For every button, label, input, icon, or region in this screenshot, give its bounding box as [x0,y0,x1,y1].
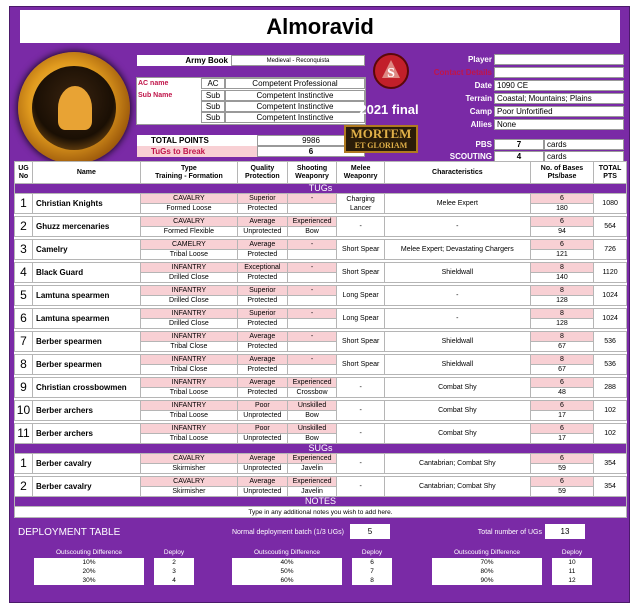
unit-quality[interactable]: Average [238,240,288,250]
total-points-label: TOTAL POINTS [137,135,257,146]
col-melee: Melee Weaponry [337,162,385,184]
unit-name[interactable]: Christian crossbowmen [32,378,140,398]
ac-value[interactable]: Competent Professional [225,78,365,89]
col-name: Name [32,162,140,184]
terrain-label: Terrain [465,94,492,103]
army-title: Almoravid [20,10,620,43]
unit-type[interactable]: INFANTRY [140,355,237,365]
spartan-helmet-logo [18,52,130,164]
unit-shooting[interactable]: - [287,355,337,365]
unit-shooting[interactable]: Experienced [287,378,337,388]
unit-quality[interactable]: Average [238,332,288,342]
unit-protection[interactable]: Protected [238,273,288,283]
unit-number: 5 [15,286,33,306]
unit-characteristics[interactable]: Melee Expert [384,194,530,214]
tugs-break-label: TuGs to Break [137,146,257,157]
unit-shooting[interactable]: Unskilled [287,424,337,434]
unit-characteristics[interactable]: Combat Shy [384,401,530,421]
unit-weaponry[interactable] [287,365,337,375]
unit-shooting[interactable]: Experienced [287,217,337,227]
scouting-label: SCOUTING [449,152,492,161]
unit-total: 1024 [594,309,627,329]
unit-row [15,401,627,411]
unit-quality[interactable]: Average [238,454,288,464]
edition-label: 2021 final [359,102,419,117]
unit-pts-per-base: 128 [530,319,593,329]
unit-total: 354 [594,477,627,497]
camp-value[interactable]: Poor Unfortified [494,106,624,117]
outscouting-diff-cell: 30% [34,576,144,585]
unit-melee[interactable]: - [337,477,385,497]
sub-value-3[interactable]: Competent Instinctive [225,112,365,123]
ac-name-label: AC name [138,80,169,87]
unit-bases[interactable]: 6 [530,401,593,411]
unit-characteristics[interactable]: Shieldwall [384,355,530,375]
unit-name[interactable]: Berber cavalry [32,477,140,497]
unit-characteristics[interactable]: - [384,286,530,306]
allies-value[interactable]: None [494,119,624,130]
unit-total: 536 [594,355,627,375]
pbs-unit: cards [544,139,624,150]
unit-formation[interactable]: Tribal Close [140,342,237,352]
notes-field[interactable]: Type in any additional notes you wish to add here. [15,507,627,518]
deploy-label: Deploy [361,549,383,556]
contact-label: Contact Details [433,68,492,77]
unit-melee[interactable]: - [337,424,385,444]
unit-formation[interactable]: Tribal Loose [140,388,237,398]
unit-pts-per-base: 94 [530,227,593,237]
unit-bases[interactable]: 6 [530,477,593,487]
scouting-unit: cards [544,151,624,162]
unit-total: 288 [594,378,627,398]
unit-shooting[interactable]: - [287,309,337,319]
unit-number: 2 [15,477,33,497]
unit-name[interactable]: Berber archers [32,401,140,421]
deploy-cell: 6 [352,558,392,567]
deployment-panel [14,519,627,601]
unit-bases[interactable]: 8 [530,355,593,365]
unit-row [15,454,627,464]
unit-type[interactable]: CAVALRY [140,477,237,487]
scouting-value: 4 [494,151,544,162]
unit-characteristics[interactable]: Combat Shy [384,378,530,398]
outscouting-diff-label: Outscouting Difference [56,549,122,556]
unit-row [15,332,627,342]
unit-pts-per-base: 180 [530,204,593,214]
unit-type[interactable]: INFANTRY [140,401,237,411]
unit-number: 1 [15,454,33,474]
unit-characteristics[interactable]: Cantabrian; Combat Shy [384,454,530,474]
unit-quality[interactable]: Superior [238,286,288,296]
unit-weaponry[interactable]: Bow [287,434,337,444]
unit-weaponry[interactable] [287,250,337,260]
unit-number: 3 [15,240,33,260]
unit-weaponry[interactable]: Crossbow [287,388,337,398]
unit-pts-per-base: 17 [530,434,593,444]
total-ugs-value: 13 [545,524,585,539]
pbs-label: PBS [475,140,492,149]
army-sheet [9,6,630,603]
unit-melee[interactable]: - [337,401,385,421]
unit-characteristics[interactable]: Combat Shy [384,424,530,444]
unit-formation[interactable]: Drilled Close [140,296,237,306]
player-label: Player [467,55,492,64]
unit-total: 536 [594,332,627,352]
unit-number: 8 [15,355,33,375]
unit-number: 11 [15,424,33,444]
unit-quality[interactable]: Superior [238,309,288,319]
outscouting-diff-cell: 50% [232,567,342,576]
deploy-cell: 4 [154,576,194,585]
unit-number: 1 [15,194,33,214]
unit-formation[interactable]: Formed Flexible [140,227,237,237]
unit-formation[interactable]: Tribal Close [140,365,237,375]
unit-bases[interactable]: 6 [530,378,593,388]
unit-protection[interactable]: Unprotected [238,464,288,474]
unit-quality[interactable]: Average [238,217,288,227]
unit-bases[interactable]: 6 [530,240,593,250]
unit-melee[interactable]: Long Spear [337,309,385,329]
unit-quality[interactable]: Average [238,378,288,388]
allies-label: Allies [470,120,492,129]
unit-weaponry[interactable] [287,296,337,306]
notes-header: NOTES [15,497,627,507]
unit-pts-per-base: 59 [530,464,593,474]
unit-type[interactable]: INFANTRY [140,286,237,296]
unit-type[interactable]: INFANTRY [140,378,237,388]
col-shooting: Shooting Weaponry [287,162,337,184]
unit-protection[interactable]: Protected [238,296,288,306]
sub-code-3: Sub [201,112,225,123]
unit-bases[interactable]: 8 [530,263,593,273]
col-type: Type Training - Formation [140,162,237,184]
unit-bases[interactable]: 6 [530,194,593,204]
army-book-value[interactable]: Medieval - Reconquista [231,55,365,66]
sub-code-2: Sub [201,101,225,112]
unit-total: 564 [594,217,627,237]
unit-protection[interactable]: Protected [238,250,288,260]
tugs-header: TUGs [15,184,627,194]
unit-row [15,286,627,296]
sub-code-1: Sub [201,90,225,101]
outscouting-diff-cell: 80% [432,567,542,576]
unit-melee[interactable]: - [337,217,385,237]
unit-melee[interactable]: Long Spear [337,286,385,306]
unit-pts-per-base: 48 [530,388,593,398]
unit-formation[interactable]: Tribal Loose [140,250,237,260]
unit-pts-per-base: 59 [530,487,593,497]
unit-name[interactable]: Black Guard [32,263,140,283]
unit-total: 1080 [594,194,627,214]
unit-weaponry[interactable] [287,319,337,329]
total-ugs-label: Total number of UGs [477,529,542,536]
unit-type[interactable]: CAVALRY [140,454,237,464]
unit-number: 6 [15,309,33,329]
unit-type[interactable]: CAMELRY [140,240,237,250]
unit-name[interactable]: Lamtuna spearmen [32,286,140,306]
ac-code: AC [201,78,225,89]
army-book-label: Army Book [137,55,231,66]
unit-formation[interactable]: Skirmisher [140,487,237,497]
unit-melee[interactable]: - [337,454,385,474]
col-quality: Quality Protection [238,162,288,184]
unit-weaponry[interactable] [287,204,337,214]
unit-formation[interactable]: Drilled Close [140,273,237,283]
outscouting-diff-cell: 70% [432,558,542,567]
col-ug: UG No [15,162,33,184]
outscouting-diff-cell: 60% [232,576,342,585]
unit-quality[interactable]: Superior [238,194,288,204]
outscouting-diff-cell: 10% [34,558,144,567]
unit-shooting[interactable]: Unskilled [287,401,337,411]
unit-name[interactable]: Berber spearmen [32,355,140,375]
date-label: Date [474,81,492,90]
unit-bases[interactable]: 8 [530,332,593,342]
deploy-cell: 8 [352,576,392,585]
unit-quality[interactable]: Poor [238,401,288,411]
unit-shooting[interactable]: - [287,332,337,342]
unit-pts-per-base: 17 [530,411,593,421]
unit-pts-per-base: 67 [530,342,593,352]
unit-weaponry[interactable]: Javelin [287,464,337,474]
unit-protection[interactable]: Unprotected [238,227,288,237]
batch-value: 5 [350,524,390,539]
unit-protection[interactable]: Unprotected [238,487,288,497]
header-panel [14,47,627,159]
unit-type[interactable]: INFANTRY [140,332,237,342]
outscouting-diff-cell: 90% [432,576,542,585]
deploy-label: Deploy [163,549,185,556]
unit-row [15,217,627,227]
unit-characteristics[interactable]: Melee Expert; Devastating Chargers [384,240,530,260]
camp-label: Camp [469,107,492,116]
unit-row [15,355,627,365]
unit-protection[interactable]: Protected [238,388,288,398]
outscouting-diff-label: Outscouting Difference [254,549,320,556]
units-table [14,161,627,518]
unit-name[interactable]: Lamtuna spearmen [32,309,140,329]
unit-pts-per-base: 140 [530,273,593,283]
unit-type[interactable]: INFANTRY [140,424,237,434]
unit-weaponry[interactable] [287,342,337,352]
unit-weaponry[interactable]: Bow [287,411,337,421]
player-field[interactable] [494,54,624,65]
mortem-emblem-icon [372,52,410,90]
unit-melee[interactable]: Short Spear [337,355,385,375]
unit-type[interactable]: INFANTRY [140,263,237,273]
unit-protection[interactable]: Unprotected [238,434,288,444]
sub-value-1[interactable]: Competent Instinctive [225,90,365,101]
unit-shooting[interactable]: - [287,263,337,273]
date-value[interactable]: 1090 CE [494,80,624,91]
unit-characteristics[interactable]: - [384,217,530,237]
sugs-header: SUGs [15,444,627,454]
unit-pts-per-base: 128 [530,296,593,306]
col-bases: No. of Bases Pts/base [530,162,593,184]
unit-weaponry[interactable] [287,273,337,283]
unit-characteristics[interactable]: Cantabrian; Combat Shy [384,477,530,497]
unit-bases[interactable]: 6 [530,454,593,464]
deploy-cell: 10 [552,558,592,567]
unit-protection[interactable]: Protected [238,319,288,329]
unit-total: 354 [594,454,627,474]
unit-number: 7 [15,332,33,352]
unit-melee[interactable]: Short Spear [337,263,385,283]
sub-name-label: Sub Name [138,92,173,99]
unit-characteristics[interactable]: Shieldwall [384,263,530,283]
unit-total: 726 [594,240,627,260]
unit-row [15,240,627,250]
contact-field[interactable] [494,67,624,78]
unit-number: 2 [15,217,33,237]
unit-row [15,424,627,434]
unit-total: 102 [594,424,627,444]
unit-shooting[interactable]: - [287,240,337,250]
unit-row [15,477,627,487]
unit-row [15,263,627,273]
unit-protection[interactable]: Unprotected [238,411,288,421]
unit-melee[interactable]: Charging Lancer [337,194,385,214]
unit-weaponry[interactable]: Bow [287,227,337,237]
unit-pts-per-base: 121 [530,250,593,260]
unit-protection[interactable]: Protected [238,204,288,214]
unit-name[interactable]: Camelry [32,240,140,260]
tugs-break-value: 6 [257,146,365,157]
unit-pts-per-base: 67 [530,365,593,375]
deploy-label: Deploy [561,549,583,556]
unit-bases[interactable]: 8 [530,286,593,296]
unit-total: 1120 [594,263,627,283]
unit-row [15,309,627,319]
unit-melee[interactable]: - [337,378,385,398]
terrain-value[interactable]: Coastal; Mountains; Plains [494,93,624,104]
deploy-cell: 12 [552,576,592,585]
col-total: TOTAL PTS [594,162,627,184]
unit-quality[interactable]: Average [238,477,288,487]
unit-melee[interactable]: Short Spear [337,240,385,260]
unit-bases[interactable]: 8 [530,309,593,319]
outscouting-diff-label: Outscouting Difference [454,549,520,556]
unit-row [15,378,627,388]
svg-text:S: S [387,66,395,81]
deploy-cell: 3 [154,567,194,576]
unit-total: 1024 [594,286,627,306]
unit-type[interactable]: CAVALRY [140,217,237,227]
unit-shooting[interactable]: - [287,194,337,204]
unit-protection[interactable]: Protected [238,342,288,352]
deployment-title: DEPLOYMENT TABLE [18,527,121,538]
unit-quality[interactable]: Poor [238,424,288,434]
outscouting-diff-cell: 20% [34,567,144,576]
unit-name[interactable]: Ghuzz mercenaries [32,217,140,237]
mortem-et-gloriam-logo: MORTEM ET GLORIAM [344,125,418,153]
unit-type[interactable]: INFANTRY [140,309,237,319]
unit-row [15,194,627,204]
unit-melee[interactable]: Short Spear [337,332,385,352]
unit-number: 4 [15,263,33,283]
col-characteristics: Characteristics [384,162,530,184]
unit-formation[interactable]: Tribal Loose [140,434,237,444]
unit-bases[interactable]: 6 [530,424,593,434]
unit-formation[interactable]: Tribal Loose [140,411,237,421]
deploy-cell: 7 [352,567,392,576]
unit-protection[interactable]: Protected [238,365,288,375]
unit-quality[interactable]: Average [238,355,288,365]
unit-bases[interactable]: 6 [530,217,593,227]
unit-shooting[interactable]: Experienced [287,477,337,487]
outscouting-diff-cell: 40% [232,558,342,567]
unit-name[interactable]: Christian Knights [32,194,140,214]
unit-formation[interactable]: Formed Loose [140,204,237,214]
batch-label: Normal deployment batch (1/3 UGs) [231,529,344,536]
deploy-cell: 2 [154,558,194,567]
total-points-value: 9986 [257,135,365,146]
unit-type[interactable]: CAVALRY [140,194,237,204]
unit-shooting[interactable]: Experienced [287,454,337,464]
unit-number: 10 [15,401,33,421]
unit-total: 102 [594,401,627,421]
pbs-value: 7 [494,139,544,150]
sub-value-2[interactable]: Competent Instinctive [225,101,365,112]
unit-number: 9 [15,378,33,398]
unit-quality[interactable]: Exceptional [238,263,288,273]
unit-shooting[interactable]: - [287,286,337,296]
deploy-cell: 11 [552,567,592,576]
unit-name[interactable]: Berber archers [32,424,140,444]
unit-formation[interactable]: Drilled Close [140,319,237,329]
unit-characteristics[interactable]: Shieldwall [384,332,530,352]
unit-weaponry[interactable]: Javelin [287,487,337,497]
unit-formation[interactable]: Skirmisher [140,464,237,474]
unit-name[interactable]: Berber spearmen [32,332,140,352]
unit-name[interactable]: Berber cavalry [32,454,140,474]
unit-characteristics[interactable]: - [384,309,530,329]
